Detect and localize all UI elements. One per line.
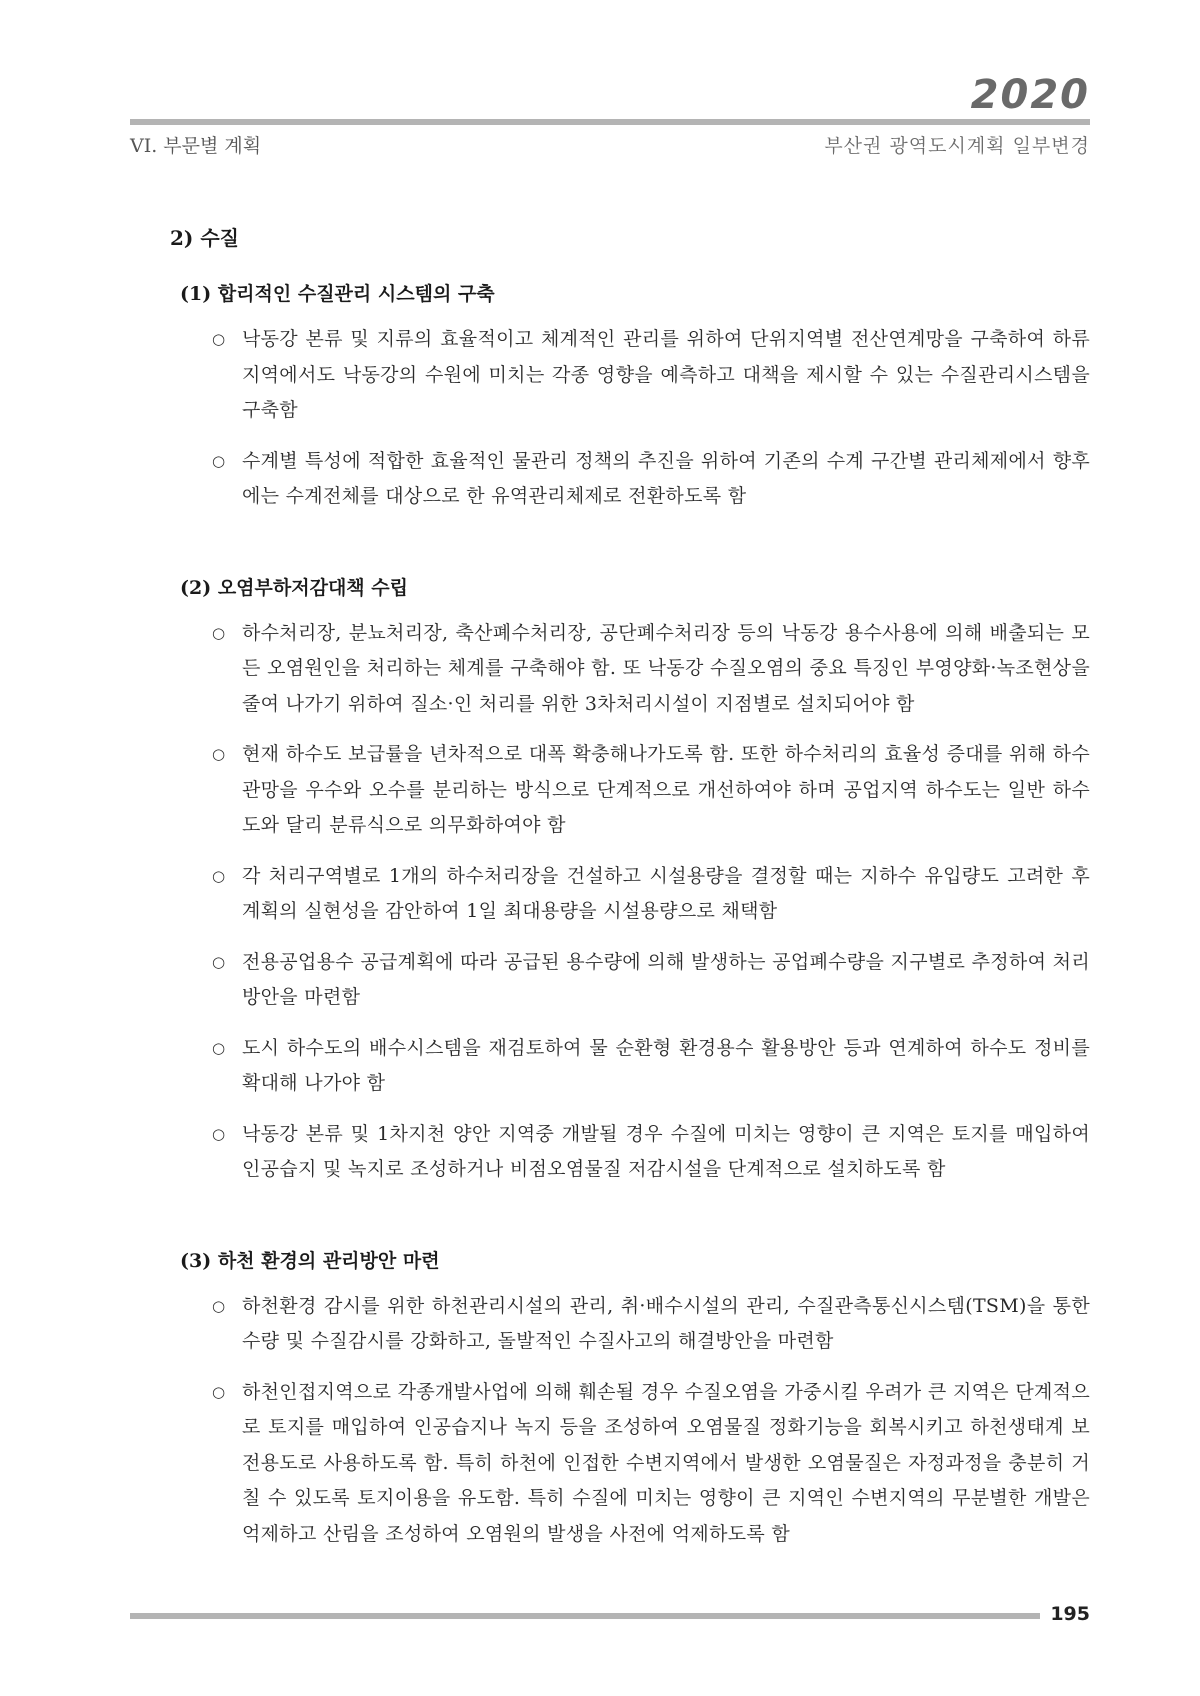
- bullet-list: [170, 616, 1090, 1188]
- chapter-title: VI. 부문별 계획: [130, 135, 262, 157]
- bullet-circle-icon: ○: [212, 745, 226, 763]
- list-item-text: 하천인접지역으로 각종개발사업에 의해 훼손될 경우 수질오염을 가중시킬 우려가 큰 지역은 단계적으로 토지를 매입하여 인공습지나 녹지 등을 조성하여 오염물질 정화기능을 회복시키고 하천생태계 보전용도로 사용하도록 함. 특히 하천에 인접한 수변지역에서 발생한 오염물질은 자정과정을 충분히 거칠 수 있도록 토지이용을 유도함. 특히 수질에 미치는 영향이 큰 지역인 수변지역의 무분별한 개발은 억제하고 산림을 조성하여 오염원의 발생을 사전에 억제하도록 함: [242, 1380, 1090, 1545]
- list-item-text: 하수처리장, 분뇨처리장, 축산폐수처리장, 공단폐수처리장 등의 낙동강 용수사용에 의해 배출되는 모든 오염원인을 처리하는 체계를 구축해야 함. 또 낙동강 수질오염의 중요 특징인 부영양화·녹조현상을 줄여 나가기 위하여 질소·인 처리를 위한 3차처리시설이 지점별로 설치되어야 함: [242, 621, 1090, 715]
- list-item: [170, 444, 1090, 515]
- main-content: [170, 222, 1090, 1610]
- bullet-circle-icon: ○: [212, 623, 226, 642]
- list-item-text: 하천환경 감시를 위한 하천관리시설의 관리, 취·배수시설의 관리, 수질관측통신시스템(TSM)을 통한 수량 및 수질감시를 강화하고, 돌발적인 수질사고의 해결방안을 마련함: [242, 1294, 1090, 1352]
- page-number: 195: [1050, 1603, 1090, 1625]
- document-title: 부산권 광역도시계획 일부변경: [824, 135, 1090, 157]
- list-item: [170, 322, 1090, 429]
- bullet-circle-icon: ○: [212, 1296, 226, 1315]
- list-item-text: 전용공업용수 공급계획에 따라 공급된 용수량에 의해 발생하는 공업폐수량을 지구별로 추정하여 처리방안을 마련함: [242, 950, 1090, 1008]
- list-item-text: 낙동강 본류 및 지류의 효율적이고 체계적인 관리를 위하여 단위지역별 전산연계망을 구축하여 하류지역에서도 낙동강의 수원에 미치는 각종 영향을 예측하고 대책을 제시할 수 있는 수질관리시스템을 구축함: [242, 328, 1090, 421]
- list-item-text: 도시 하수도의 배수시스템을 재검토하여 물 순환형 환경용수 활용방안 등과 연계하여 하수도 정비를 확대해 나가야 함: [242, 1036, 1090, 1094]
- bullet-circle-icon: ○: [212, 1382, 226, 1401]
- list-item: [170, 1289, 1090, 1360]
- list-item: [170, 945, 1090, 1016]
- bullet-circle-icon: ○: [212, 952, 226, 971]
- list-item: [170, 1375, 1090, 1553]
- list-item-text: 각 처리구역별로 1개의 하수처리장을 건설하고 시설용량을 결정할 때는 지하수 유입량도 고려한 후 계획의 실현성을 감안하여 1일 최대용량을 시설용량으로 채택함: [242, 864, 1090, 922]
- section-title: 2) 수질: [170, 226, 239, 250]
- list-item: [170, 616, 1090, 723]
- subsection-title: (2) 오염부하저감대책 수립: [180, 576, 408, 599]
- list-item: [170, 737, 1090, 844]
- list-item: [170, 1031, 1090, 1102]
- footer-rule: [130, 1613, 1040, 1619]
- list-item-text: 현재 하수도 보급률을 년차적으로 대폭 확충해나가도록 함. 또한 하수처리의 효율성 증대를 위해 하수관망을 우수와 오수를 분리하는 방식으로 단계적으로 개선하여야 하며 공업지역 하수도는 일반 하수도와 달리 분류식으로 의무화하여야 함: [242, 743, 1090, 836]
- bullet-circle-icon: ○: [212, 330, 226, 348]
- list-item: [170, 1117, 1090, 1188]
- subsection-title: (1) 합리적인 수질관리 시스템의 구축: [180, 283, 495, 305]
- list-item: [170, 859, 1090, 930]
- bullet-list: [170, 1289, 1090, 1553]
- bullet-circle-icon: ○: [212, 866, 226, 885]
- list-item-text: 수계별 특성에 적합한 효율적인 물관리 정책의 추진을 위하여 기존의 수계 구간별 관리체제에서 향후에는 수계전체를 대상으로 한 유역관리체제로 전환하도록 함: [242, 449, 1090, 507]
- list-item-text: 낙동강 본류 및 1차지천 양안 지역중 개발될 경우 수질에 미치는 영향이 큰 지역은 토지를 매입하여 인공습지 및 녹지로 조성하거나 비점오염물질 저감시설을 단계적으로 설치하도록 함: [242, 1122, 1090, 1180]
- year-label: 2020: [970, 72, 1090, 118]
- bullet-circle-icon: ○: [212, 1124, 226, 1143]
- subsection-title: (3) 하천 환경의 관리방안 마련: [180, 1249, 440, 1272]
- bullet-circle-icon: ○: [212, 451, 226, 470]
- bullet-circle-icon: ○: [212, 1038, 226, 1057]
- header-rule: [130, 119, 1090, 125]
- subsection-container: [170, 279, 1090, 1552]
- bullet-list: [170, 322, 1090, 515]
